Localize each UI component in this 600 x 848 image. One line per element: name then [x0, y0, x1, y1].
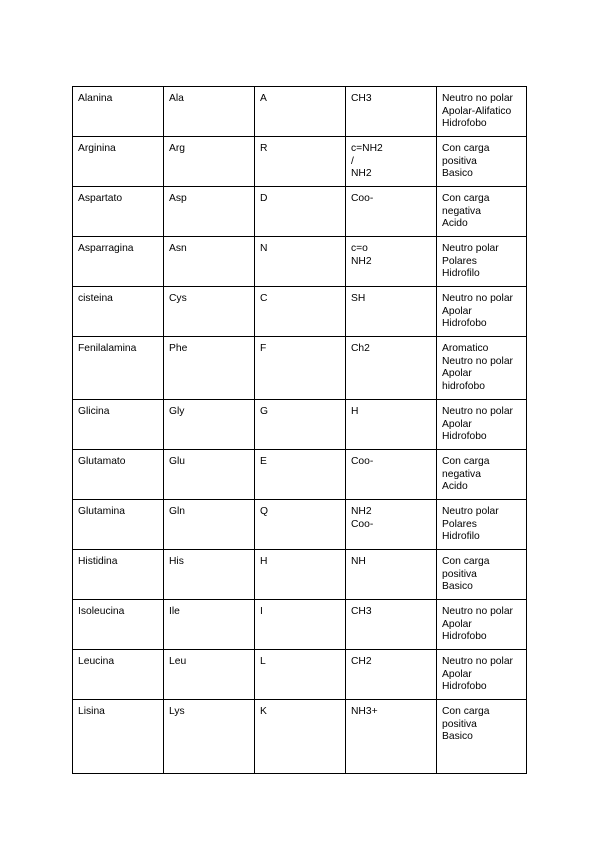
side-chain-group: SH: [346, 287, 437, 337]
classification: Con carga positiva Basico: [437, 700, 527, 774]
side-chain-group: CH3: [346, 600, 437, 650]
one-letter-code: Q: [255, 500, 346, 550]
amino-acid-name: Asparragina: [73, 237, 164, 287]
classification: Con carga positiva Basico: [437, 550, 527, 600]
three-letter-code: Asn: [164, 237, 255, 287]
table-row: [73, 137, 527, 187]
classification: Neutro no polar Apolar Hidrofobo: [437, 650, 527, 700]
one-letter-code: I: [255, 600, 346, 650]
classification: Con carga positiva Basico: [437, 137, 527, 187]
one-letter-code: D: [255, 187, 346, 237]
amino-acid-name: Alanina: [73, 87, 164, 137]
side-chain-group: Ch2: [346, 337, 437, 400]
amino-acid-name: Fenilalamina: [73, 337, 164, 400]
one-letter-code: K: [255, 700, 346, 774]
amino-acid-name: cisteina: [73, 287, 164, 337]
amino-acid-name: Arginina: [73, 137, 164, 187]
table-row: [73, 337, 527, 400]
classification: Aromatico Neutro no polar Apolar hidrofobo: [437, 337, 527, 400]
three-letter-code: His: [164, 550, 255, 600]
three-letter-code: Asp: [164, 187, 255, 237]
amino-acid-name: Lisina: [73, 700, 164, 774]
one-letter-code: F: [255, 337, 346, 400]
three-letter-code: Gln: [164, 500, 255, 550]
table-row: [73, 550, 527, 600]
table-row: [73, 287, 527, 337]
three-letter-code: Ala: [164, 87, 255, 137]
classification: Neutro polar Polares Hidrofilo: [437, 237, 527, 287]
three-letter-code: Phe: [164, 337, 255, 400]
classification: Neutro no polar Apolar Hidrofobo: [437, 400, 527, 450]
one-letter-code: N: [255, 237, 346, 287]
classification: Con carga negativa Acido: [437, 187, 527, 237]
three-letter-code: Cys: [164, 287, 255, 337]
table-row: [73, 237, 527, 287]
side-chain-group: c=NH2 / NH2: [346, 137, 437, 187]
side-chain-group: Coo-: [346, 187, 437, 237]
amino-acid-name: Leucina: [73, 650, 164, 700]
three-letter-code: Glu: [164, 450, 255, 500]
amino-acid-name: Isoleucina: [73, 600, 164, 650]
side-chain-group: CH3: [346, 87, 437, 137]
side-chain-group: H: [346, 400, 437, 450]
one-letter-code: H: [255, 550, 346, 600]
document-page: [72, 86, 526, 774]
one-letter-code: G: [255, 400, 346, 450]
classification: Con carga negativa Acido: [437, 450, 527, 500]
one-letter-code: L: [255, 650, 346, 700]
three-letter-code: Gly: [164, 400, 255, 450]
table-row: [73, 87, 527, 137]
side-chain-group: c=o NH2: [346, 237, 437, 287]
table-row: [73, 187, 527, 237]
amino-acid-table: [72, 86, 527, 774]
one-letter-code: R: [255, 137, 346, 187]
amino-acid-name: Glutamina: [73, 500, 164, 550]
amino-acid-name: Glicina: [73, 400, 164, 450]
side-chain-group: NH2 Coo-: [346, 500, 437, 550]
side-chain-group: NH3+: [346, 700, 437, 774]
classification: Neutro polar Polares Hidrofilo: [437, 500, 527, 550]
three-letter-code: Lys: [164, 700, 255, 774]
one-letter-code: E: [255, 450, 346, 500]
three-letter-code: Leu: [164, 650, 255, 700]
classification: Neutro no polar Apolar Hidrofobo: [437, 287, 527, 337]
classification: Neutro no polar Apolar Hidrofobo: [437, 600, 527, 650]
amino-acid-name: Glutamato: [73, 450, 164, 500]
table-row: [73, 400, 527, 450]
table-row: [73, 600, 527, 650]
side-chain-group: NH: [346, 550, 437, 600]
one-letter-code: C: [255, 287, 346, 337]
table-row: [73, 500, 527, 550]
table-row: [73, 650, 527, 700]
three-letter-code: Arg: [164, 137, 255, 187]
table-row: [73, 450, 527, 500]
amino-acid-name: Histidina: [73, 550, 164, 600]
classification: Neutro no polar Apolar-Alifatico Hidrofobo: [437, 87, 527, 137]
three-letter-code: Ile: [164, 600, 255, 650]
amino-acid-name: Aspartato: [73, 187, 164, 237]
table-row: [73, 700, 527, 774]
side-chain-group: Coo-: [346, 450, 437, 500]
one-letter-code: A: [255, 87, 346, 137]
side-chain-group: CH2: [346, 650, 437, 700]
